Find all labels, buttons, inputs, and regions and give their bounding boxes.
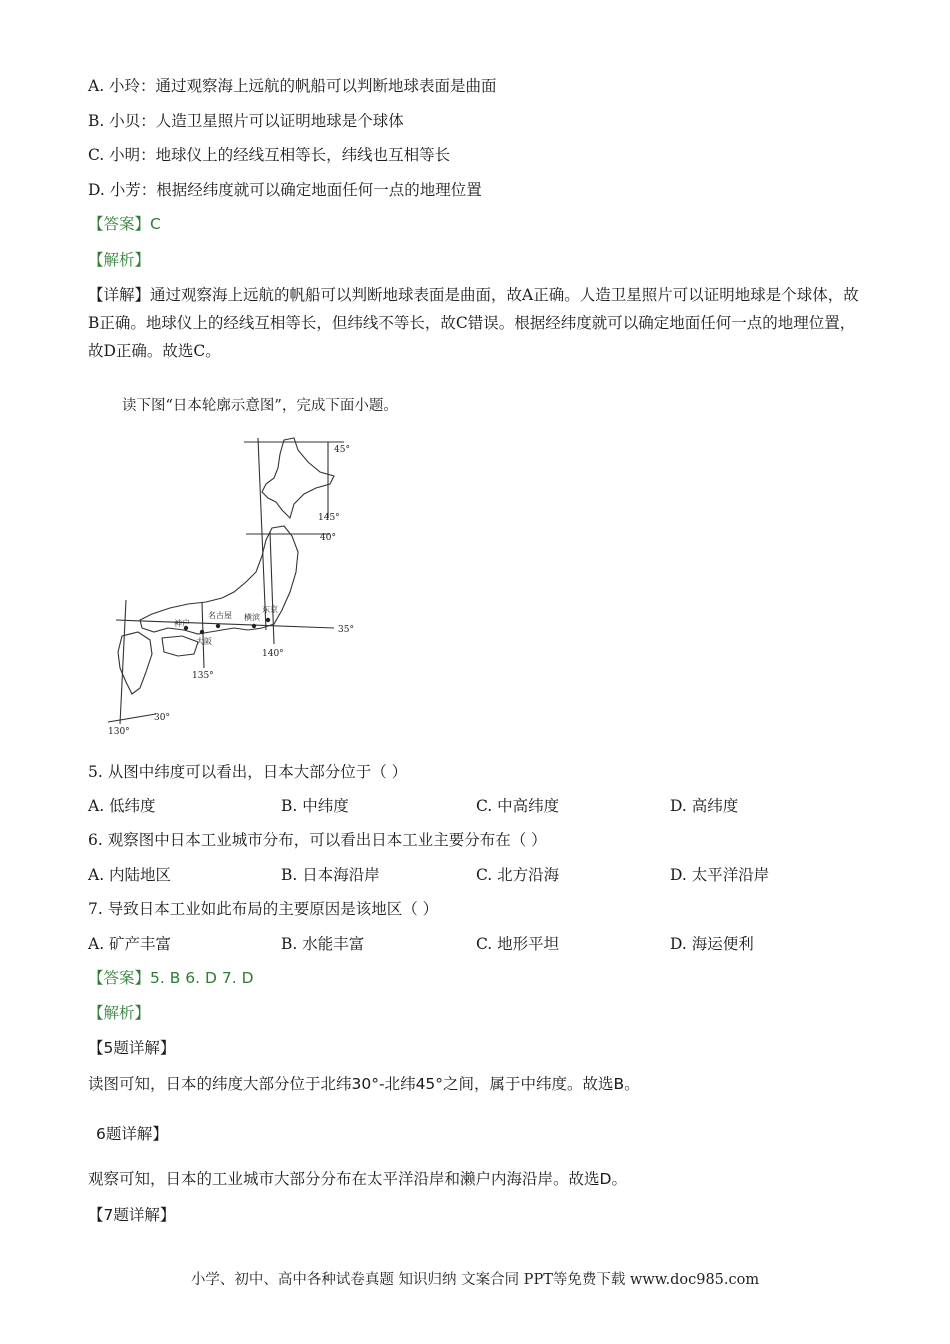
lat-30-line (108, 714, 156, 722)
q7-detail-label: 【7题详解】 (88, 1206, 176, 1224)
lon-label-145: 145° (318, 513, 340, 523)
option-d-prev: D. 小芳：根据经纬度就可以确定地面任何一点的地理位置 (88, 181, 482, 199)
lat-35-line (116, 620, 334, 628)
q6-option-b: B. 日本海沿岸 (281, 866, 380, 884)
city-label-yokohama: 横滨 (244, 613, 260, 622)
q6-option-a: A. 内陆地区 (88, 866, 172, 884)
lat-label-35: 35° (338, 625, 354, 635)
city-label-kobe: 神户 (174, 619, 190, 628)
option-b-prev: B. 小贝：人造卫星照片可以证明地球是个球体 (88, 112, 404, 130)
q5-detail-label: 【5题详解】 (88, 1039, 176, 1057)
city-dot-yokohama (252, 624, 256, 628)
japan-outline-map (98, 432, 368, 742)
option-a-prev: A. 小玲：通过观察海上远航的帆船可以判断地球表面是曲面 (88, 77, 497, 95)
q6-stem: 6. 观察图中日本工业城市分布，可以看出日本工业主要分布在（ ） (88, 831, 547, 849)
q5-detail-text: 读图可知，日本的纬度大部分位于北纬30°-北纬45°之间，属于中纬度。故选B。 (88, 1075, 640, 1093)
q7-option-d: D. 海运便利 (670, 935, 754, 953)
q5-option-c: C. 中高纬度 (476, 797, 560, 815)
lat-label-30: 30° (154, 713, 170, 723)
answer-prev: 【答案】C (88, 215, 161, 233)
answers: 【答案】5. B 6. D 7. D (88, 969, 254, 987)
q6-detail-label: 6题详解】 (96, 1125, 168, 1143)
city-label-tokyo: 东京 (262, 605, 278, 614)
q6-option-c: C. 北方沿海 (476, 866, 560, 884)
q6-detail-text: 观察可知，日本的工业城市大部分分布在太平洋沿岸和濑户内海沿岸。故选D。 (88, 1170, 627, 1188)
q5-option-a: A. 低纬度 (88, 797, 156, 815)
q7-option-a: A. 矿产丰富 (88, 935, 172, 953)
shikoku-outline (162, 636, 198, 656)
city-dot-osaka (200, 630, 204, 634)
q7-option-c: C. 地形平坦 (476, 935, 560, 953)
q5-option-b: B. 中纬度 (281, 797, 349, 815)
page-footer: 小学、初中、高中各种试卷真题 知识归纳 文案合同 PPT等免费下载 www.doc985.com (190, 1272, 760, 1288)
lon-140-line (270, 532, 274, 644)
q7-stem: 7. 导致日本工业如此布局的主要原因是该地区（ ） (88, 900, 439, 918)
lon-135-line (202, 602, 204, 668)
analysis-label-prev: 【解析】 (88, 251, 151, 269)
city-label-nagoya: 名古屋 (208, 611, 232, 620)
lon-130-line (120, 600, 126, 724)
q6-option-d: D. 太平洋沿岸 (670, 866, 770, 884)
detail-prev: 【详解】通过观察海上远航的帆船可以判断地球表面是曲面，故A正确。人造卫星照片可以证明地球是个球体，故B正确。地球仪上的经线互相等长，但纬线不等长，故C错误。根据经纬度就可以确定地面任何一点的地理位置，故D正确。故选C。 (88, 286, 859, 360)
q7-option-b: B. 水能丰富 (281, 935, 365, 953)
q5-stem: 5. 从图中纬度可以看出，日本大部分位于（ ） (88, 763, 408, 781)
lon-label-130: 130° (108, 727, 130, 737)
city-label-osaka: 大阪 (196, 637, 212, 646)
hokkaido-outline (262, 438, 334, 518)
lat-label-45: 45° (334, 445, 350, 455)
map-intro: 读下图“日本轮廓示意图”，完成下面小题。 (122, 398, 398, 414)
city-dot-tokyo (266, 618, 270, 622)
lon-label-135: 135° (192, 671, 214, 681)
analysis-label: 【解析】 (88, 1004, 151, 1022)
option-c-prev: C. 小明：地球仪上的经线互相等长，纬线也互相等长 (88, 146, 451, 164)
lat-label-40: 40° (320, 533, 336, 543)
q5-option-d: D. 高纬度 (670, 797, 739, 815)
city-dot-nagoya (216, 624, 220, 628)
lon-label-140: 140° (262, 649, 284, 659)
